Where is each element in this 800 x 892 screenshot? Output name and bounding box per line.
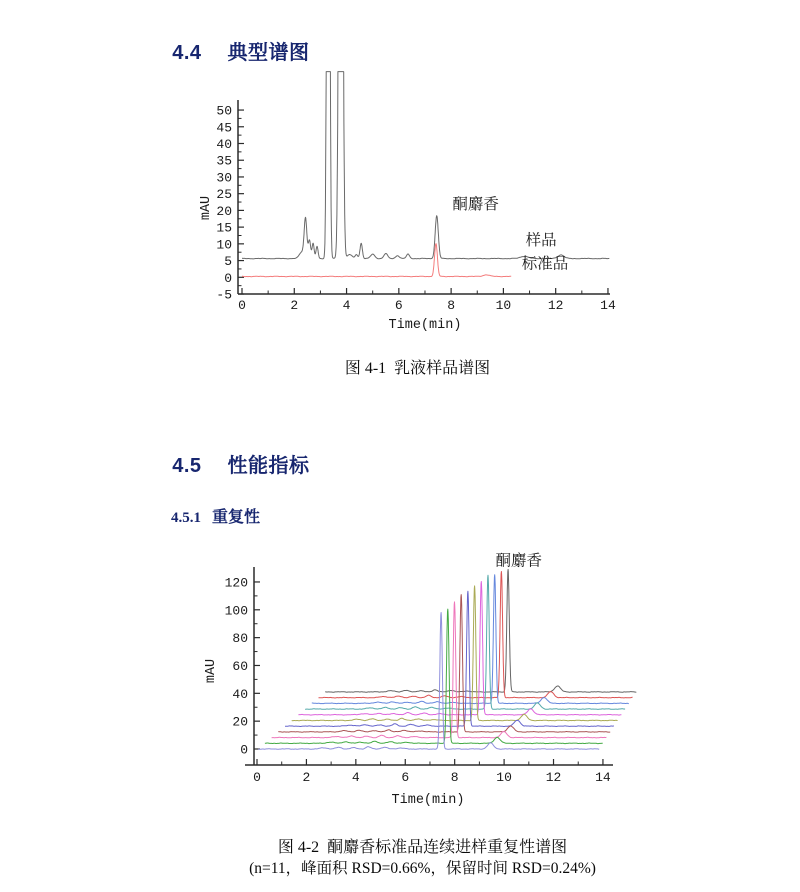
y-tick-label: 120 xyxy=(224,575,248,591)
figure-4-1-caption: 图 4-1 乳液样品谱图 xyxy=(344,360,491,377)
y-tick-label: 20 xyxy=(232,714,248,730)
section-title: 重复性 xyxy=(212,509,261,526)
y-tick-label: 25 xyxy=(216,187,232,203)
y-tick-label: 20 xyxy=(216,203,232,219)
annotation-label: 标准品 xyxy=(521,255,569,273)
x-tick-label: 0 xyxy=(253,770,261,785)
y-tick-label: 35 xyxy=(216,153,232,169)
annotation-label: 酮麝香 xyxy=(452,196,499,214)
y-tick-label: 0 xyxy=(240,742,248,758)
trace-8 xyxy=(305,575,625,709)
y-tick-label: 5 xyxy=(224,254,232,270)
figure-4-2-note: (n=11，峰面积 RSD=0.66%，保留时间 RSD=0.24%) xyxy=(249,860,596,877)
x-tick-label: 14 xyxy=(595,770,611,785)
y-tick-label: 45 xyxy=(216,120,232,136)
annotation-label: 样品 xyxy=(525,231,557,249)
x-axis-title: Time(min) xyxy=(391,793,465,808)
trace-标准品 xyxy=(242,244,511,277)
y-tick-label: -5 xyxy=(216,287,232,303)
y-tick-label: 60 xyxy=(232,658,248,674)
y-tick-label: 100 xyxy=(224,603,248,619)
x-tick-label: 6 xyxy=(394,298,403,313)
y-tick-label: 50 xyxy=(216,103,232,119)
x-tick-label: 10 xyxy=(495,298,512,313)
y-tick-label: 0 xyxy=(224,270,232,286)
x-tick-label: 2 xyxy=(302,770,311,785)
trace-4 xyxy=(278,595,610,733)
section-title: 典型谱图 xyxy=(227,42,310,64)
section-title: 性能指标 xyxy=(227,455,310,477)
x-tick-label: 2 xyxy=(290,298,299,313)
figure-4-2-repeatability-chromatogram xyxy=(195,535,650,820)
trace-1 xyxy=(258,613,599,750)
x-tick-label: 14 xyxy=(600,298,616,313)
y-axis-title: mAU xyxy=(199,195,214,221)
x-tick-label: 4 xyxy=(351,770,360,785)
trace-2 xyxy=(265,609,603,744)
y-tick-label: 40 xyxy=(232,686,248,702)
section-number: 4.4 xyxy=(172,42,202,64)
figure-4-2-caption: 图 4-2 酮麝香标准品连续进样重复性谱图 xyxy=(277,839,568,856)
section-number: 4.5 xyxy=(172,455,202,477)
x-tick-label: 12 xyxy=(547,298,564,313)
y-tick-label: 80 xyxy=(232,631,248,647)
x-tick-label: 12 xyxy=(545,770,562,785)
figure-4-1-chromatogram xyxy=(195,57,640,342)
y-tick-label: 15 xyxy=(216,220,232,236)
x-axis-title: Time(min) xyxy=(388,318,462,333)
y-tick-label: 10 xyxy=(216,237,232,253)
trace-样品 xyxy=(242,72,609,259)
trace-9 xyxy=(312,575,629,704)
x-tick-label: 0 xyxy=(238,298,246,313)
x-tick-label: 8 xyxy=(450,770,459,785)
x-tick-label: 6 xyxy=(401,770,410,785)
y-axis-title: mAU xyxy=(204,658,219,684)
y-tick-label: 40 xyxy=(216,137,232,152)
x-tick-label: 8 xyxy=(447,298,456,313)
y-tick-label: 30 xyxy=(216,170,232,186)
x-tick-label: 10 xyxy=(496,770,512,785)
x-tick-label: 4 xyxy=(342,298,351,313)
section-number: 4.5.1 xyxy=(171,510,201,526)
annotation-label: 酮麝香 xyxy=(495,552,542,570)
